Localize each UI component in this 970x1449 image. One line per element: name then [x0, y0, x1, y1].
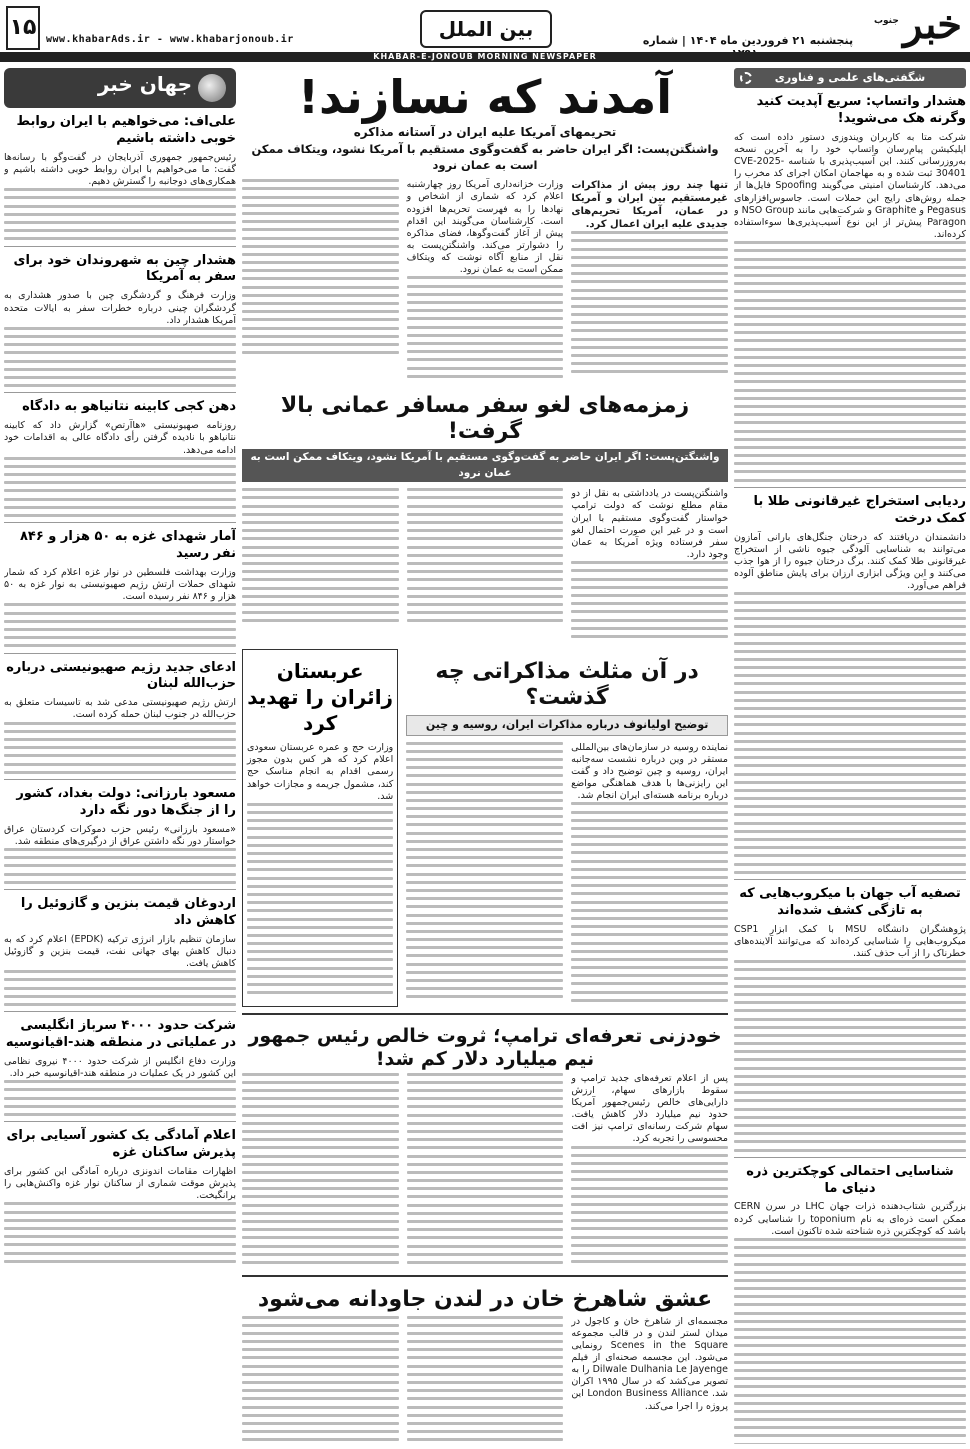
main-lead: تنها چند روز پیش از مذاکرات غیرمستقیم بین ایران و آمریکا در عمان، آمریکا تحریم‌های جدیدی علیه ایران اعمال کرد. — [571, 180, 728, 231]
headline: علی‌اف: می‌خواهیم با ایران روابط خوبی داشته باشیم — [16, 114, 236, 146]
filler-text — [406, 742, 563, 999]
center-column — [242, 68, 728, 1444]
filler-text — [407, 1316, 564, 1442]
gear-icon — [740, 72, 752, 84]
divider — [734, 487, 966, 488]
divider — [4, 1121, 236, 1122]
main-story-body — [242, 179, 728, 383]
issue-date: پنجشنبه ۲۱ فروردین ماه ۱۴۰۴ | شماره — [642, 34, 854, 47]
filler-text — [571, 1146, 728, 1264]
website-urls[interactable]: www.khabarAds.ir - www.khabarjonoub.ir — [46, 34, 294, 45]
divider — [734, 1157, 966, 1158]
headline: آمار شهدای غزه به ۵۰ هزار و ۸۴۶ نفر رسید — [19, 529, 236, 562]
news-item — [4, 529, 236, 647]
news-item — [4, 786, 236, 884]
filler-text — [407, 488, 564, 622]
filler-text — [571, 561, 728, 638]
news-body: وزارت فرهنگ و گردشگری چین با صدور هشداری به گردشگران چینی درباره خطرات سفر به ایالات متحده آمریکا هشدار داد. — [4, 290, 236, 326]
article-body: شرکت متا به کاربران ویندوزی دستور داده است که اپلیکیشن پیام‌رسان واتساپ خود را به آخرین نسخه به‌روزرسانی کنند. این آسیب‌پذیری با شناسه CVE-2025-30401 ثبت شده و به مهاجمان امکان اجرای کد مخرب را می‌دهد. کارشناسان امنیتی می‌گویند Spoofing فایل‌ها از جمله روش‌های رایج این حملات است. جاسوس‌افزارهای Pegasus و Graphite و شرکت‌هایی مانند NSO Group و Paragon پیش‌تر از این نوع آسیب‌پذیری‌ها سوءاستفاده کرده‌اند. — [734, 131, 966, 241]
filler-text — [247, 803, 393, 994]
main-headline: آمدند که نسازند! — [298, 70, 672, 124]
news-body: «مسعود بارزانی» رئیس حزب دموکرات کردستان عراق خواستار دور نگه داشتن عراق از درگیری‌های منطقه شد. — [4, 823, 236, 847]
logo-subtext: جنوب — [874, 16, 899, 26]
newspaper-logo — [872, 2, 964, 54]
filler-text — [242, 179, 399, 354]
filler-text — [734, 241, 966, 481]
filler-text — [407, 1073, 564, 1264]
headline: شرکت حدود ۴۰۰۰ سرباز انگلیسی در عملیاتی در منطقه هند-اقیانوسیه — [5, 1018, 236, 1051]
article-particle — [734, 1164, 966, 1444]
trump-headline: خودزنی تعرفه‌ای ترامپ؛ ثروت خالص رئیس جمهور نیم میلیارد دلار کم شد! — [248, 1025, 722, 1070]
headline: مسعود بارزانی: دولت بغداد، کشور را از جنگ‌ها دور نگه دارد — [16, 785, 236, 818]
triangle-headline: در آن مثلث مذاکراتی چه گذشت؟ — [435, 659, 699, 711]
news-item — [4, 1128, 236, 1263]
news-body: رئیس‌جمهور جمهوری آذربایجان در گفت‌وگو با رسانه‌ها گفت: ما می‌خواهیم با ایران روابط خوبی داشته باشیم و همکاری‌های دوجانبه را گسترش دهیم. — [4, 151, 236, 188]
world-news-column — [4, 68, 236, 1444]
filler-text — [242, 1316, 399, 1442]
filler-text — [734, 1238, 966, 1444]
divider — [4, 392, 236, 393]
news-body: سازمان تنظیم بازار انرژی ترکیه (EPDK) اعلام کرد که به دنبال کاهش بهای جهانی نفت، قیمت بنزین و گازوئیل کاهش یافت. — [4, 933, 236, 970]
news-body: وزارت دفاع انگلیس از شرکت حدود ۴۰۰۰ نیروی نظامی این کشور در یک عملیات در منطقه هند-اقیانوسیه خبر داد. — [4, 1055, 236, 1080]
article-body: پژوهشگران دانشگاه MSU با کمک ابزار CSP1 میکروب‌هایی را شناسایی کرده‌اند که می‌توانند آلاینده‌های خطرناک را از آب حذف کنند. — [734, 923, 966, 960]
divider — [242, 1013, 728, 1015]
headline: ادعای جدید رژیم صهیونیستی درباره حزب‌الله لبنان — [6, 659, 236, 692]
news-body: وزارت بهداشت فلسطین در نوار غزه اعلام کرد که شمار شهدای حملات ارتش رژیم صهیونیستی به نوار غزه به ۵۰ هزار و ۸۴۶ نفر رسیده است. — [4, 566, 236, 603]
logo-text: خبر — [903, 1, 962, 48]
oman-subhead: واشنگتن‌پست: اگر ایران حاضر به گفت‌وگوی مستقیم با آمریکا نشود، ویتکاف ممکن است به عمان نرود — [242, 449, 728, 483]
filler-text — [242, 488, 399, 622]
mid-row — [242, 649, 728, 1007]
trump-body: پس از اعلام تعرفه‌های جدید ترامپ و سقوط بازارهای سهام، ارزش دارایی‌های خالص رئیس‌جمهور آمریکا حدود نیم میلیارد دلار کاهش یافت. سهام شرکت رسانه‌ای ترامپ نیز افت محسوسی را تجربه کرد. — [571, 1072, 728, 1145]
arbaeen-headline: عربستان زائران را تهدید کرد — [247, 659, 394, 736]
triangle-subhead: توضیح اولیانوف درباره مذاکرات ایران، روسیه و چین — [406, 715, 728, 736]
page-number: ۱۵ — [6, 6, 40, 50]
filler-text — [242, 1073, 399, 1264]
shahrukh-story — [242, 1287, 728, 1444]
news-body: ارتش رژیم صهیونیستی مدعی شد به تاسیسات متعلق به حزب‌الله در جنوب لبنان حمله کرده است. — [4, 697, 236, 721]
section-label: بین الملل — [420, 10, 552, 48]
headline: دهن کجی کابینه نتانیاهو به دادگاه — [22, 399, 236, 415]
divider — [4, 1011, 236, 1012]
trump-story — [242, 1025, 728, 1269]
tech-column — [734, 68, 966, 1444]
news-item — [4, 399, 236, 517]
english-strap: KHABAR-E-JONOUB MORNING NEWSPAPER — [0, 52, 970, 62]
filler-text — [571, 802, 728, 1002]
divider — [242, 1275, 728, 1277]
main-kicker: تحریمهای آمریکا علیه ایران در آستانه مذاکره — [353, 124, 617, 139]
filler-text — [571, 231, 728, 373]
shahrukh-headline: عشق شاهرخ خان در لندن جاودانه می‌شود — [257, 1287, 713, 1313]
oman-headline: زمزمه‌های لغو سفر مسافر عمانی بالا گرفت! — [280, 392, 690, 445]
news-item — [4, 114, 236, 240]
article-body: دانشمندان دریافتند که درختان جنگل‌های بارانی آمازون می‌توانند به شناسایی آلودگی جیوه ناشی از استخراج غیرقانونی طلا کمک کنند. برگ درختان جیوه را از هوا جذب می‌کنند و این ویژگی ابزاری ارزان برای پایش مناطق آلوده فراهم می‌آورد. — [734, 531, 966, 592]
main-story — [242, 72, 728, 383]
banner-title: جهان خبر — [97, 72, 192, 96]
shahrukh-body: مجسمه‌ای از شاهرخ خان و کاجول در میدان لستر لندن و در قالب مجموعه Scenes in the Square رونمایی می‌شود. این مجسمه صحنه‌ای از فیلم Dilwale Dulhania Le Jayenge را به تصویر می‌کشد که در سال ۱۹۹۵ اکران شد. London Business Alliance این پروژه را اجرا می‌کند. — [571, 1315, 728, 1412]
divider — [734, 879, 966, 880]
divider — [4, 653, 236, 654]
filler-text — [734, 960, 966, 1151]
article-whatsapp — [734, 94, 966, 482]
headline: اردوغان قیمت بنزین و گازوئیل را کاهش داد — [20, 895, 236, 928]
headline: هشدار واتساپ: سریع آپدیت کنید وگرنه هک می‌شوید! — [756, 94, 966, 126]
news-item — [4, 896, 236, 1006]
headline: شناسایی احتمالی کوچکترین ذره دنیای ما — [746, 1163, 954, 1196]
filler-text — [734, 592, 966, 873]
tech-tab-label: شگفتی‌های علمی و فناوری — [774, 71, 926, 84]
news-body: روزنامه صهیونیستی «هاآرتص» گزارش داد که کابینه نتانیاهو با نادیده گرفتن رأی دادگاه عالی به اقدامات خود ادامه می‌دهد. — [4, 420, 236, 456]
arbaeen-box — [242, 649, 398, 1007]
news-body: اظهارات مقامات اندونزی درباره آمادگی این کشور برای پذیرش موقت شماری از ساکنان نوار غزه واکنش‌هایی را برانگیخت. — [4, 1165, 236, 1202]
filler-text — [407, 276, 564, 377]
divider — [4, 246, 236, 247]
headline: تصفیه آب جهان با میکروب‌هایی که به تازگی کشف شده‌اند — [739, 885, 961, 918]
article-amazon-trees — [734, 494, 966, 874]
masthead — [0, 0, 970, 62]
article-body: بزرگترین شتاب‌دهنده ذرات جهان LHC در سرن CERN ممکن است ذره‌ای به نام toponium را شناسایی کرده باشد که کوچکترین ذره شناخته شده تاکنون است. — [734, 1201, 966, 1237]
oman-story — [242, 393, 728, 643]
arbaeen-body: وزارت حج و عمره عربستان سعودی اعلام کرد که هر کس بدون مجوز رسمی اقدام به انجام مناسک حج کند، مشمول جریمه و مجازات خواهد شد. — [247, 742, 394, 802]
article-microbes — [734, 886, 966, 1152]
divider — [4, 779, 236, 780]
divider — [4, 889, 236, 890]
news-item — [4, 660, 236, 774]
main-subhead: واشنگتن‌پست: اگر ایران حاضر به گفت‌وگوی مستقیم با آمریکا نشود، ویتکاف ممکن است به عمان نرود — [251, 142, 719, 172]
tech-section-tab — [734, 68, 966, 88]
main-body: وزارت خزانه‌داری آمریکا روز چهارشنبه اعلام کرد که شماری از اشخاص و نهادها را به فهرست تحریم‌ها افزوده است. کارشناسان می‌گویند این اقدام پیش از آغاز گفت‌وگوها، فضای مذاکره را دشوارتر می‌کند. واشنگتن‌پست به نقل از منابع آگاه نوشت که ویتکاف ممکن است به عمان نرود. — [406, 179, 564, 276]
news-item — [4, 1018, 236, 1116]
headline: اعلام آمادگی یک کشور آسیایی برای پذیرش ساکنان غزه — [6, 1128, 236, 1161]
headline: هشدار چین به شهروندان خود برای سفر به آمریکا — [13, 252, 236, 285]
headline: ردیابی استخراج غیرقانونی طلا با کمک درخت — [753, 493, 966, 526]
world-news-banner — [4, 68, 236, 108]
divider — [4, 522, 236, 523]
globe-icon — [198, 74, 226, 102]
triangle-story — [406, 649, 728, 1007]
news-item — [4, 253, 236, 388]
oman-body: واشنگتن‌پست در یادداشتی به نقل از دو مقام مطلع نوشت که دولت ترامپ خواستار گفت‌وگوی مستقیم با ایران است و در غیر این صورت احتمال لغو سفر فرستاده ویژه آمریکا به عمان وجود دارد. — [571, 488, 728, 561]
triangle-body: نماینده روسیه در سازمان‌های بین‌المللی مستقر در وین درباره نشست سه‌جانبه ایران، روسیه و چین توضیح داد و گفت این رایزنی‌ها با هدف هماهنگی مواضع درباره برنامه هسته‌ای ایران انجام شد. — [571, 741, 728, 802]
